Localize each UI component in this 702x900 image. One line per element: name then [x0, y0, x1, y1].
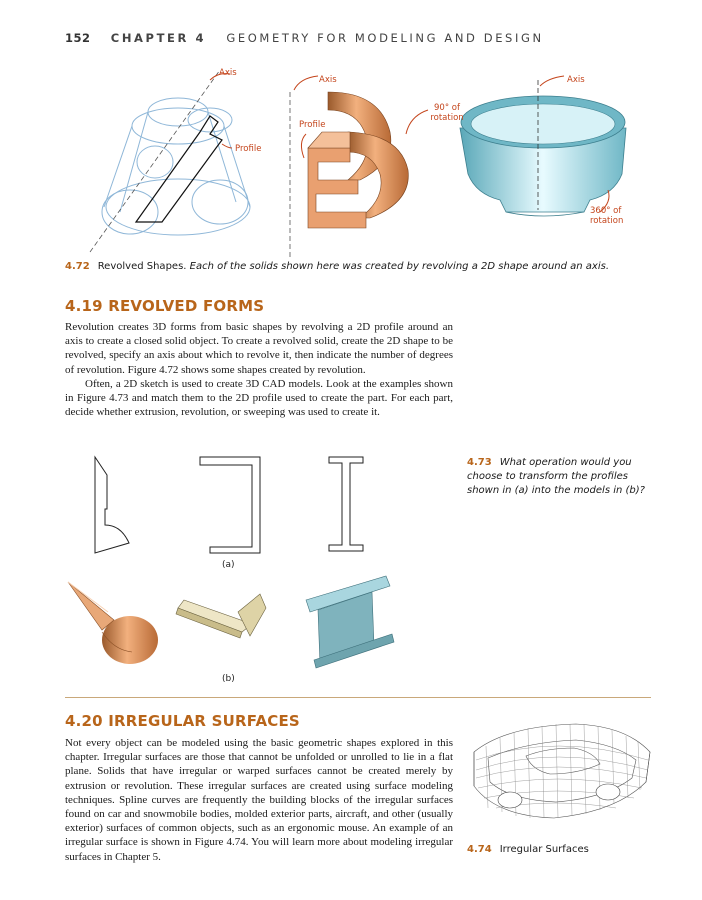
paragraph: Not every object can be modeled using the basic geometric shapes explored in this chapter. Irregular surfaces are those that cannot be unfolded or unrolled to lie in a flat plane. Solids that have irregular or warped surfaces cannot be created merely by extrusion or revolution. These irregular surfaces are created using surface modeling techniques. Spline curves are frequently the building blocks of the irregular surfaces found on car and snowmobile bodies, molded exterior parts, aircraft, and other (usually exterior) surfaces of common objects, such as an ergonomic mouse. An example of an irregular surface is shown in Figure 4.74. You will learn more about modeling irregular surfaces in Chapter 5. [65, 737, 453, 863]
running-header [65, 31, 544, 45]
page-number: 152 [65, 31, 91, 45]
figure-4-73-models [62, 572, 402, 672]
section-heading-4-20: 4.20 IRREGULAR SURFACES [65, 712, 300, 730]
figure-4-72-illustration [60, 62, 660, 262]
profile-shape [95, 457, 129, 553]
chapter-title: GEOMETRY FOR MODELING AND DESIGN [226, 31, 544, 45]
figure-caption-text: What operation would you choose to transform the profiles shown in (a) into the models in (b)? [467, 457, 645, 496]
teal-revolved-bowl [460, 96, 626, 216]
revolved-knob-model [68, 582, 158, 664]
figure-4-72-caption [65, 260, 665, 274]
section-4-19-body [65, 320, 453, 419]
swept-rail-model [176, 594, 266, 638]
profile-leader-2 [301, 134, 306, 158]
subfigure-label-a: (a) [222, 560, 235, 570]
section-heading-4-19: 4.19 REVOLVED FORMS [65, 297, 265, 315]
copper-revolved-solid [308, 92, 408, 228]
profile-label-2: Profile [299, 120, 326, 130]
section-4-20-body [65, 736, 453, 864]
rotation-90-label: 90° of rotation [430, 103, 464, 123]
profile-label-1: Profile [235, 144, 262, 154]
section-divider [65, 697, 651, 698]
axis-leader-3 [540, 76, 564, 86]
profile-shape [200, 457, 260, 553]
extruded-i-beam-model [306, 576, 394, 668]
paragraph: Revolution creates 3D forms from basic shapes by revolving a 2D profile around an axis to create a closed solid object. To create a revolved solid, create the 2D shape to be revolved, specify an axis about which to revolve it, then indicate the number of degrees of revolution. Figure 4.72 shows some shapes created by revolution. [65, 321, 453, 376]
figure-4-73-caption [467, 456, 657, 498]
axis-label-1: Axis [219, 68, 237, 78]
axis-label-3: Axis [567, 75, 585, 85]
figure-4-74-car-wireframe [466, 712, 656, 832]
axis-leader-2 [294, 76, 318, 90]
figure-title: Revolved Shapes. [97, 261, 187, 272]
figure-4-74-caption [467, 843, 667, 857]
paragraph: Often, a 2D sketch is used to create 3D CAD models. Look at the examples shown in Figure 4.73 and match them to the 2D profile used to create the part. For each part, decide whether extrusion, revolution, or sweeping was used to create it. [65, 377, 453, 419]
rotation-90-leader [406, 110, 428, 134]
figure-number: 4.72 [65, 261, 90, 272]
figure-caption-text: Irregular Surfaces [499, 844, 589, 855]
figure-number: 4.74 [467, 844, 492, 855]
figure-number: 4.73 [467, 457, 492, 468]
chapter-label: CHAPTER 4 [110, 31, 207, 45]
figure-4-73-profiles [85, 455, 385, 565]
rotation-360-label: 360° of rotation [590, 206, 624, 226]
cone-axis-line [90, 70, 220, 252]
profile-shape [329, 457, 363, 551]
axis-label-2: Axis [319, 75, 337, 85]
figure-caption-text: Each of the solids shown here was created by revolving a 2D shape around an axis. [189, 261, 610, 272]
subfigure-label-b: (b) [222, 674, 235, 684]
